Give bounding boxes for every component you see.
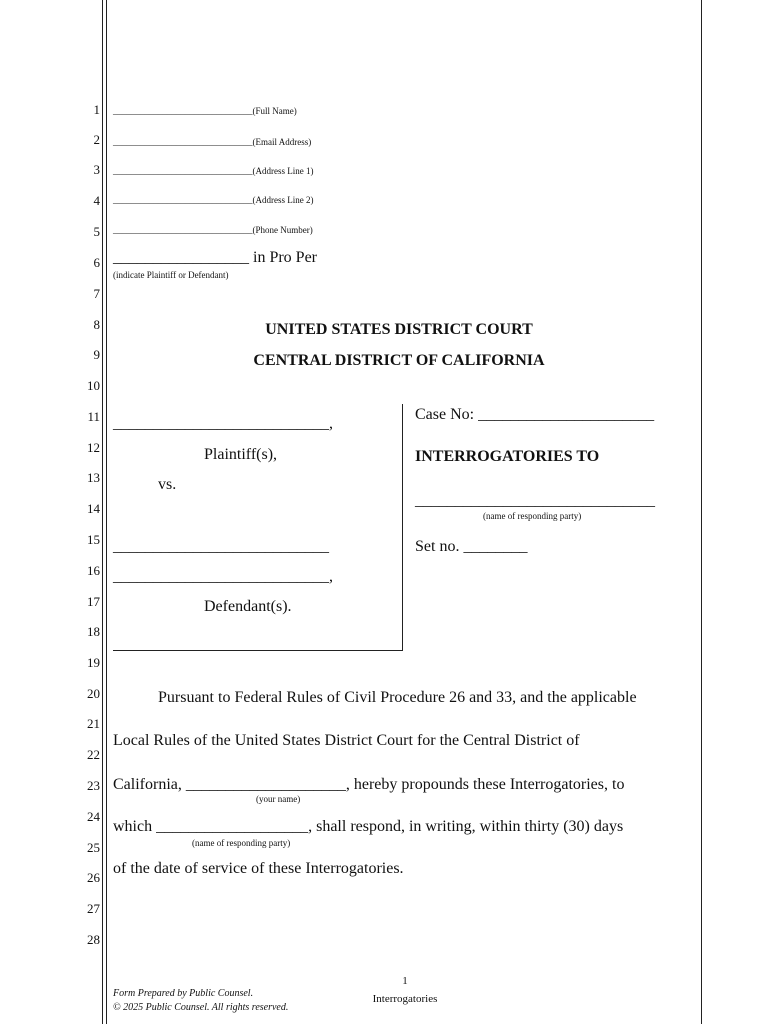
footer-copyright: © 2025 Public Counsel. All rights reserved.	[113, 1002, 289, 1013]
line-number: 21	[87, 716, 100, 731]
caption-bottom-rule	[113, 650, 403, 651]
line-number: 15	[87, 532, 100, 547]
defendant-label: Defendant(s).	[204, 598, 292, 615]
email-field[interactable]: _______________________________(Email Address)	[113, 137, 312, 147]
full-name-field[interactable]: _______________________________(Full Name)	[113, 106, 297, 116]
pro-per-field[interactable]: _________________ in Pro Per	[113, 249, 317, 266]
line-number: 3	[93, 162, 100, 177]
body-line-26: of the date of service of these Interrogatories.	[113, 860, 404, 877]
line-number: 13	[87, 470, 100, 485]
phone-field[interactable]: _______________________________(Phone Number)	[113, 225, 313, 235]
line-number: 23	[87, 778, 100, 793]
defendant-name-field-2[interactable]: ___________________________,	[113, 568, 333, 585]
line-number: 8	[93, 317, 100, 332]
document-title: INTERROGATORIES TO	[415, 448, 600, 465]
line-number: 20	[87, 686, 100, 701]
line-number: 1	[93, 102, 100, 117]
responding-party-hint-body: (name of responding party)	[192, 838, 291, 848]
page-number: 1	[402, 975, 408, 987]
line-number: 18	[87, 624, 100, 639]
line-number: 26	[87, 870, 100, 885]
line-number: 14	[87, 501, 100, 516]
plaintiff-name-field[interactable]: ___________________________,	[113, 415, 333, 432]
plaintiff-label: Plaintiff(s),	[204, 446, 278, 463]
footer-prepared-by: Form Prepared by Public Counsel.	[113, 988, 254, 999]
line-number: 19	[87, 655, 100, 670]
line-number: 7	[93, 286, 100, 301]
court-district: CENTRAL DISTRICT OF CALIFORNIA	[253, 352, 545, 369]
line-number: 4	[93, 193, 100, 208]
body-line-23[interactable]: California, ____________________, hereby propounds these Interrogatories, to	[113, 776, 625, 793]
defendant-name-field[interactable]: ___________________________	[113, 538, 329, 555]
line-number: 9	[93, 347, 100, 362]
pro-per-hint: (indicate Plaintiff or Defendant)	[113, 270, 229, 280]
line-number: 27	[87, 901, 100, 916]
vs-label: vs.	[158, 476, 177, 493]
left-margin-rule-inner	[106, 0, 107, 1024]
left-margin-rule	[102, 0, 103, 1024]
line-number: 16	[87, 563, 100, 578]
line-number: 5	[93, 224, 100, 239]
your-name-hint: (your name)	[256, 794, 301, 804]
responding-party-field[interactable]: ______________________________	[415, 492, 655, 509]
line-number: 24	[87, 809, 100, 824]
court-title: UNITED STATES DISTRICT COURT	[265, 321, 533, 338]
body-line-21: Local Rules of the United States District Court for the Central District of	[113, 732, 580, 749]
set-number-field[interactable]: Set no. ________	[415, 538, 528, 555]
line-number: 12	[87, 440, 100, 455]
body-line-20: Pursuant to Federal Rules of Civil Procedure 26 and 33, and the applicable	[158, 689, 637, 706]
responding-party-hint: (name of responding party)	[483, 511, 582, 521]
line-number: 17	[87, 594, 100, 609]
address-line2-field[interactable]: _______________________________(Address Line 2)	[113, 195, 314, 205]
caption-divider	[402, 404, 403, 650]
line-number: 22	[87, 747, 100, 762]
line-number: 10	[87, 378, 100, 393]
footer-document-title: Interrogatories	[372, 993, 438, 1005]
line-number: 11	[87, 409, 100, 424]
line-number: 28	[87, 932, 100, 947]
body-line-24[interactable]: which ___________________, shall respond, in writing, within thirty (30) days	[113, 818, 624, 835]
line-number: 6	[93, 255, 100, 270]
case-number-field[interactable]: Case No: ______________________	[415, 406, 655, 423]
line-number: 2	[93, 132, 100, 147]
right-margin-rule	[701, 0, 702, 1024]
line-number: 25	[87, 840, 100, 855]
address-line1-field[interactable]: _______________________________(Address Line 1)	[113, 166, 314, 176]
